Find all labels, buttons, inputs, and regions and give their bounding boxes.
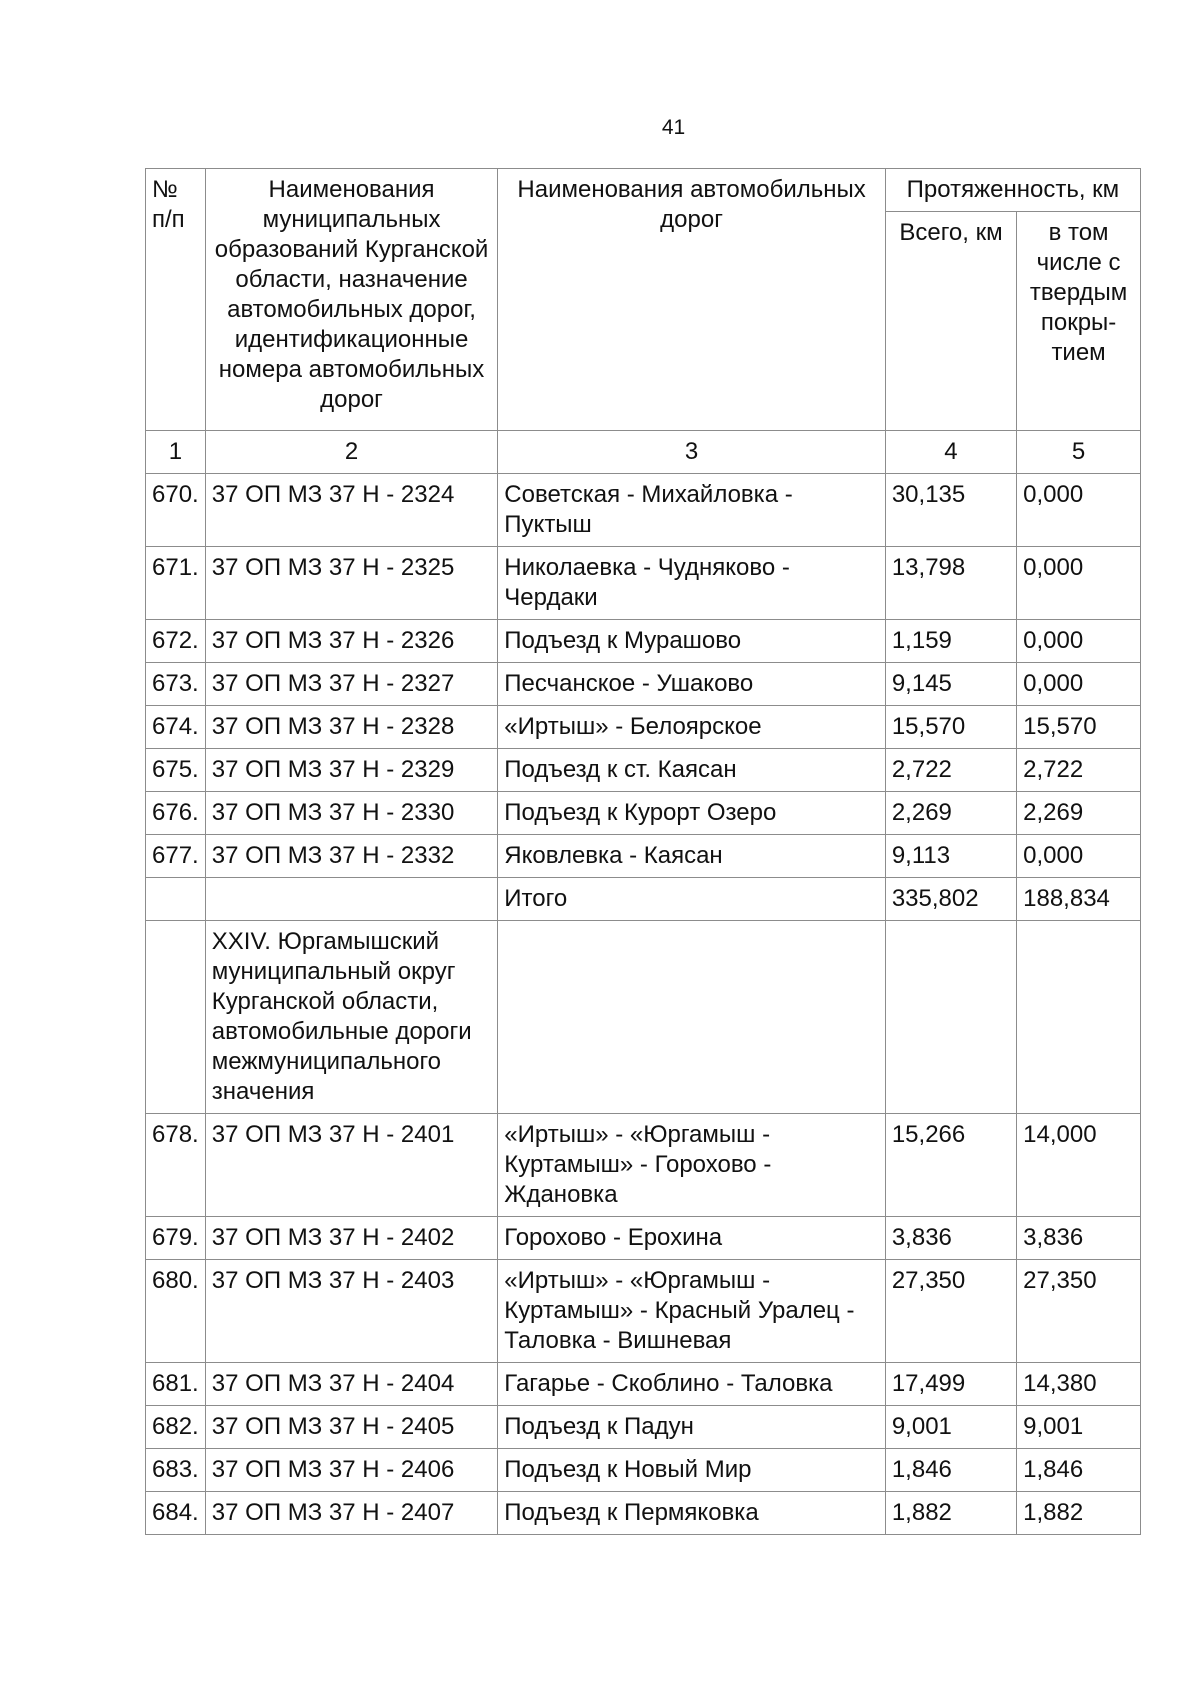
road-identifier: 37 ОП МЗ 37 Н - 2406 — [205, 1449, 498, 1492]
length-paved: 0,000 — [1017, 835, 1141, 878]
road-name: Яковлевка - Каясан — [498, 835, 886, 878]
road-identifier: 37 ОП МЗ 37 Н - 2401 — [205, 1114, 498, 1217]
length-paved: 1,846 — [1017, 1449, 1141, 1492]
road-identifier: 37 ОП МЗ 37 Н - 2405 — [205, 1406, 498, 1449]
row-number: 673. — [146, 663, 206, 706]
length-total: 1,159 — [885, 620, 1016, 663]
table-row — [146, 1260, 1141, 1363]
table-row — [146, 1492, 1141, 1535]
road-identifier: 37 ОП МЗ 37 Н - 2325 — [205, 547, 498, 620]
header-total: Всего, км — [885, 212, 1016, 431]
row-number: 683. — [146, 1449, 206, 1492]
row-number: 678. — [146, 1114, 206, 1217]
header-num: № п/п — [146, 169, 206, 431]
table-row — [146, 1217, 1141, 1260]
table-row — [146, 706, 1141, 749]
table-row — [146, 792, 1141, 835]
road-name: «Иртыш» - «Юргамыш - Куртамыш» - Красный Уралец - Таловка - Вишневая — [498, 1260, 886, 1363]
table-row — [146, 663, 1141, 706]
length-paved: 3,836 — [1017, 1217, 1141, 1260]
row-number: 672. — [146, 620, 206, 663]
road-identifier: 37 ОП МЗ 37 Н - 2327 — [205, 663, 498, 706]
length-paved: 14,000 — [1017, 1114, 1141, 1217]
table-header — [146, 169, 1141, 474]
table-row — [146, 1363, 1141, 1406]
road-name: Николаевка - Чудняково - Чердаки — [498, 547, 886, 620]
row-number: 670. — [146, 474, 206, 547]
road-name: Подъезд к Курорт Озеро — [498, 792, 886, 835]
table-row — [146, 878, 1141, 921]
road-name: Гагарье - Скоблино - Таловка — [498, 1363, 886, 1406]
table-row — [146, 547, 1141, 620]
header-paved: в том числе с твердым покры-тием — [1017, 212, 1141, 431]
column-number: 1 — [146, 431, 206, 474]
road-identifier: XXIV. Юргамышский муниципальный округ Курганской области, автомобильные дороги межмуниципального значения — [205, 921, 498, 1114]
road-name: Подъезд к ст. Каясан — [498, 749, 886, 792]
length-paved: 15,570 — [1017, 706, 1141, 749]
length-paved: 0,000 — [1017, 663, 1141, 706]
length-total — [885, 921, 1016, 1114]
table-row — [146, 1406, 1141, 1449]
length-paved: 1,882 — [1017, 1492, 1141, 1535]
column-number: 4 — [885, 431, 1016, 474]
row-number: 677. — [146, 835, 206, 878]
column-number: 3 — [498, 431, 886, 474]
road-name — [498, 921, 886, 1114]
column-numbers-row — [146, 431, 1141, 474]
header-road-name: Наименования автомобильных дорог — [498, 169, 886, 431]
length-total: 2,269 — [885, 792, 1016, 835]
row-number: 680. — [146, 1260, 206, 1363]
length-total: 2,722 — [885, 749, 1016, 792]
road-identifier: 37 ОП МЗ 37 Н - 2330 — [205, 792, 498, 835]
row-number: 671. — [146, 547, 206, 620]
column-number: 5 — [1017, 431, 1141, 474]
length-total: 17,499 — [885, 1363, 1016, 1406]
length-paved: 27,350 — [1017, 1260, 1141, 1363]
table-row — [146, 921, 1141, 1114]
length-paved: 0,000 — [1017, 547, 1141, 620]
length-total: 1,846 — [885, 1449, 1016, 1492]
table-row — [146, 835, 1141, 878]
row-number: 676. — [146, 792, 206, 835]
road-identifier: 37 ОП МЗ 37 Н - 2324 — [205, 474, 498, 547]
length-total: 3,836 — [885, 1217, 1016, 1260]
length-paved: 9,001 — [1017, 1406, 1141, 1449]
length-paved: 2,269 — [1017, 792, 1141, 835]
length-paved: 2,722 — [1017, 749, 1141, 792]
row-number: 679. — [146, 1217, 206, 1260]
table-row — [146, 1114, 1141, 1217]
table-row — [146, 474, 1141, 547]
roads-table — [145, 168, 1141, 1535]
road-identifier: 37 ОП МЗ 37 Н - 2407 — [205, 1492, 498, 1535]
road-identifier: 37 ОП МЗ 37 Н - 2404 — [205, 1363, 498, 1406]
road-identifier: 37 ОП МЗ 37 Н - 2328 — [205, 706, 498, 749]
road-name: «Иртыш» - «Юргамыш - Куртамыш» - Горохово - Ждановка — [498, 1114, 886, 1217]
length-paved: 188,834 — [1017, 878, 1141, 921]
length-total: 1,882 — [885, 1492, 1016, 1535]
road-name: Горохово - Ерохина — [498, 1217, 886, 1260]
header-municipality: Наименования муниципальных образований Курганской области, назначение автомобильных дорог, идентификационные номера автомобильных дорог — [205, 169, 498, 431]
length-total: 30,135 — [885, 474, 1016, 547]
road-name: Подъезд к Падун — [498, 1406, 886, 1449]
row-number: 682. — [146, 1406, 206, 1449]
length-total: 15,570 — [885, 706, 1016, 749]
length-paved: 0,000 — [1017, 474, 1141, 547]
row-number — [146, 921, 206, 1114]
page-number: 41 — [661, 116, 686, 139]
table-row — [146, 749, 1141, 792]
row-number: 674. — [146, 706, 206, 749]
road-name: Подъезд к Пермяковка — [498, 1492, 886, 1535]
table-body — [146, 474, 1141, 1535]
road-identifier — [205, 878, 498, 921]
length-total: 9,001 — [885, 1406, 1016, 1449]
length-total: 13,798 — [885, 547, 1016, 620]
row-number: 684. — [146, 1492, 206, 1535]
road-identifier: 37 ОП МЗ 37 Н - 2329 — [205, 749, 498, 792]
row-number — [146, 878, 206, 921]
column-number: 2 — [205, 431, 498, 474]
road-name: Итого — [498, 878, 886, 921]
length-paved: 14,380 — [1017, 1363, 1141, 1406]
road-name: Подъезд к Новый Мир — [498, 1449, 886, 1492]
row-number: 681. — [146, 1363, 206, 1406]
road-name: Песчанское - Ушаково — [498, 663, 886, 706]
road-identifier: 37 ОП МЗ 37 Н - 2332 — [205, 835, 498, 878]
length-paved: 0,000 — [1017, 620, 1141, 663]
length-total: 335,802 — [885, 878, 1016, 921]
road-name: «Иртыш» - Белоярское — [498, 706, 886, 749]
road-identifier: 37 ОП МЗ 37 Н - 2403 — [205, 1260, 498, 1363]
length-paved — [1017, 921, 1141, 1114]
table-row — [146, 620, 1141, 663]
length-total: 9,145 — [885, 663, 1016, 706]
road-identifier: 37 ОП МЗ 37 Н - 2402 — [205, 1217, 498, 1260]
road-identifier: 37 ОП МЗ 37 Н - 2326 — [205, 620, 498, 663]
length-total: 15,266 — [885, 1114, 1016, 1217]
header-length: Протяженность, км — [885, 169, 1140, 212]
length-total: 27,350 — [885, 1260, 1016, 1363]
row-number: 675. — [146, 749, 206, 792]
table-row — [146, 1449, 1141, 1492]
length-total: 9,113 — [885, 835, 1016, 878]
road-name: Подъезд к Мурашово — [498, 620, 886, 663]
road-name: Советская - Михайловка - Пуктыш — [498, 474, 886, 547]
